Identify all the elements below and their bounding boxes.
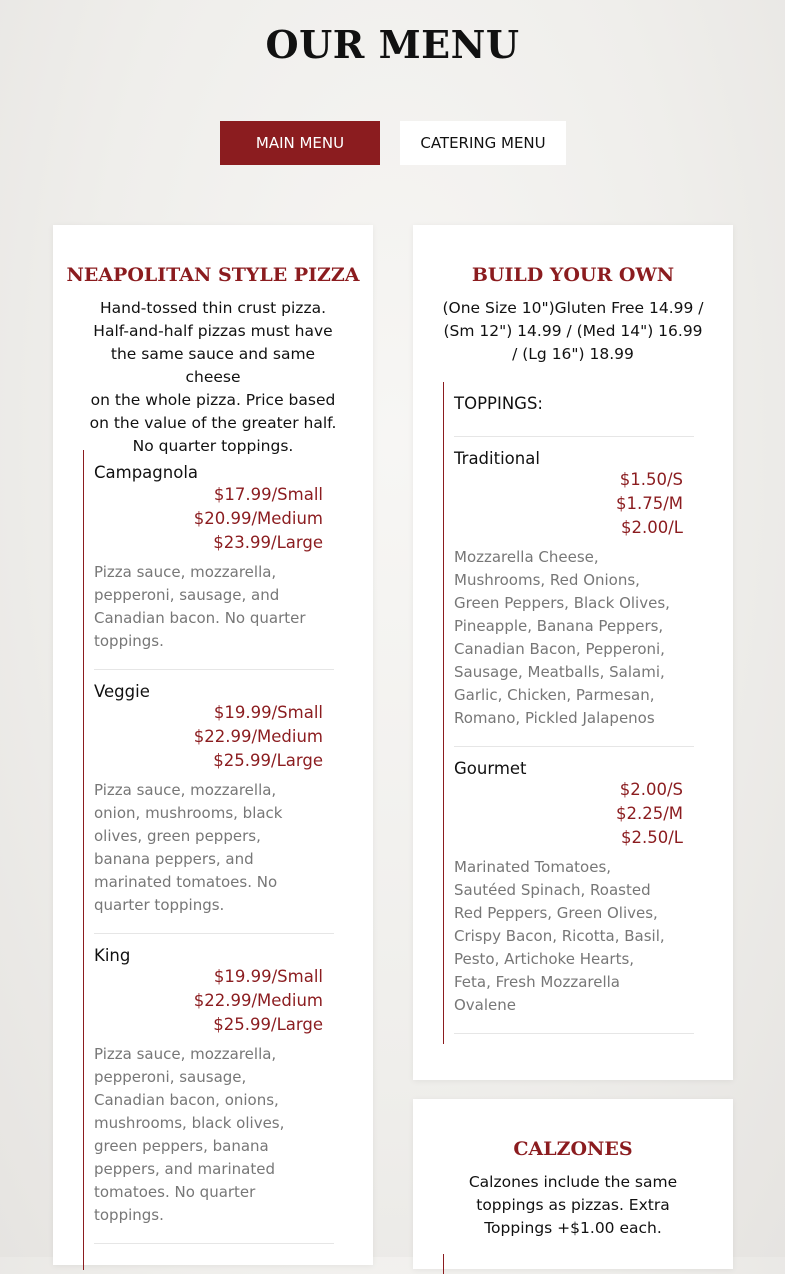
toppings-label: TOPPINGS: xyxy=(454,394,543,413)
desc-line: Mozzarella Cheese, xyxy=(454,548,599,566)
desc-line: mushrooms, black olives, xyxy=(94,1114,285,1132)
item-separator xyxy=(454,746,694,747)
desc-line: on the whole pizza. Price based xyxy=(90,391,336,409)
calzones-description xyxy=(441,1171,705,1240)
desc-line: (Sm 12") 14.99 / (Med 14") 16.99 xyxy=(443,322,703,340)
desc-line: toppings. xyxy=(94,632,164,650)
desc-line: Garlic, Chicken, Parmesan, xyxy=(454,686,655,704)
menu-accent-line xyxy=(443,382,444,1044)
desc-line: toppings. xyxy=(94,1206,164,1224)
neapolitan-card xyxy=(53,225,373,1265)
desc-line: Mushrooms, Red Onions, xyxy=(454,571,640,589)
desc-line: tomatoes. No quarter xyxy=(94,1183,256,1201)
price-small: $2.00/S xyxy=(619,780,683,799)
item-separator xyxy=(94,669,334,670)
desc-line: toppings as pizzas. Extra xyxy=(476,1196,670,1214)
group-name-traditional: Traditional xyxy=(454,449,540,468)
desc-line: Half-and-half pizzas must have xyxy=(93,322,333,340)
price-small: $1.50/S xyxy=(619,470,683,489)
desc-line: Marinated Tomatoes, xyxy=(454,858,612,876)
group-prices-gourmet xyxy=(533,778,683,850)
price-medium: $1.75/M xyxy=(615,494,683,513)
desc-line: (One Size 10")Gluten Free 14.99 / xyxy=(442,299,704,317)
page-title: OUR MENU xyxy=(265,22,520,67)
item-prices-campagnola xyxy=(133,483,323,555)
price-medium: $22.99/Medium xyxy=(193,991,323,1010)
price-small: $19.99/Small xyxy=(213,703,323,722)
price-large: $23.99/Large xyxy=(213,533,323,552)
price-large: $2.00/L xyxy=(621,518,683,537)
desc-line: Pizza sauce, mozzarella, xyxy=(94,563,277,581)
desc-line: Canadian bacon, onions, xyxy=(94,1091,279,1109)
desc-line: onion, mushrooms, black xyxy=(94,804,283,822)
build-description xyxy=(433,297,713,366)
desc-line: Red Peppers, Green Olives, xyxy=(454,904,658,922)
price-medium: $2.25/M xyxy=(615,804,683,823)
item-separator xyxy=(454,436,694,437)
desc-line: on the value of the greater half. xyxy=(89,414,337,432)
group-desc-gourmet xyxy=(454,856,699,1017)
item-separator xyxy=(454,1033,694,1034)
desc-line: Canadian Bacon, Pepperoni, xyxy=(454,640,665,658)
price-medium: $22.99/Medium xyxy=(193,727,323,746)
desc-line: Sautéed Spinach, Roasted xyxy=(454,881,651,899)
calzones-title: CALZONES xyxy=(513,1138,633,1160)
item-separator xyxy=(94,933,334,934)
desc-line: Feta, Fresh Mozzarella xyxy=(454,973,620,991)
neapolitan-title: NEAPOLITAN STYLE PIZZA xyxy=(66,264,360,286)
desc-line: pepperoni, sausage, xyxy=(94,1068,247,1086)
item-separator xyxy=(94,1243,334,1244)
desc-line: Pizza sauce, mozzarella, xyxy=(94,1045,277,1063)
price-small: $17.99/Small xyxy=(213,485,323,504)
group-name-gourmet: Gourmet xyxy=(454,759,527,778)
price-large: $25.99/Large xyxy=(213,751,323,770)
desc-line: No quarter toppings. xyxy=(132,437,294,455)
price-small: $19.99/Small xyxy=(213,967,323,986)
desc-line: pepperoni, sausage, and xyxy=(94,586,280,604)
build-title: BUILD YOUR OWN xyxy=(471,264,675,286)
desc-line: green peppers, banana xyxy=(94,1137,269,1155)
desc-line: Canadian bacon. No quarter xyxy=(94,609,306,627)
desc-line: Calzones include the same xyxy=(468,1173,678,1191)
desc-line: Pineapple, Banana Peppers, xyxy=(454,617,664,635)
desc-line: banana peppers, and xyxy=(94,850,254,868)
price-medium: $20.99/Medium xyxy=(193,509,323,528)
desc-line: Hand-tossed thin crust pizza. xyxy=(99,299,327,317)
item-desc-campagnola xyxy=(94,561,334,653)
item-name-king: King xyxy=(94,946,131,965)
item-prices-king xyxy=(133,965,323,1037)
desc-line: Crispy Bacon, Ricotta, Basil, xyxy=(454,927,665,945)
desc-line: Toppings +$1.00 each. xyxy=(484,1219,662,1237)
desc-line: Pizza sauce, mozzarella, xyxy=(94,781,277,799)
menu-accent-line xyxy=(83,450,84,1270)
item-desc-king xyxy=(94,1043,334,1227)
desc-line: Pesto, Artichoke Hearts, xyxy=(454,950,635,968)
desc-line: Sausage, Meatballs, Salami, xyxy=(454,663,665,681)
build-your-own-card xyxy=(413,225,733,1080)
group-desc-traditional xyxy=(454,546,699,730)
desc-line: peppers, and marinated xyxy=(94,1160,275,1178)
item-desc-veggie xyxy=(94,779,334,917)
desc-line: Green Peppers, Black Olives, xyxy=(454,594,670,612)
desc-line: marinated tomatoes. No xyxy=(94,873,278,891)
desc-line: olives, green peppers, xyxy=(94,827,261,845)
menu-accent-line xyxy=(443,1254,444,1274)
item-prices-veggie xyxy=(133,701,323,773)
neapolitan-description xyxy=(81,297,345,458)
tab-main-menu[interactable]: MAIN MENU xyxy=(220,121,380,165)
calzones-card xyxy=(413,1099,733,1269)
group-prices-traditional xyxy=(533,468,683,540)
price-large: $2.50/L xyxy=(621,828,683,847)
item-name-campagnola: Campagnola xyxy=(94,463,199,482)
desc-line: Ovalene xyxy=(454,996,517,1014)
item-name-veggie: Veggie xyxy=(94,682,150,701)
desc-line: the same sauce and same cheese xyxy=(110,345,316,386)
desc-line: / (Lg 16") 18.99 xyxy=(512,345,634,363)
desc-line: Romano, Pickled Jalapenos xyxy=(454,709,655,727)
price-large: $25.99/Large xyxy=(213,1015,323,1034)
tab-catering-menu[interactable]: CATERING MENU xyxy=(400,121,566,165)
desc-line: quarter toppings. xyxy=(94,896,225,914)
